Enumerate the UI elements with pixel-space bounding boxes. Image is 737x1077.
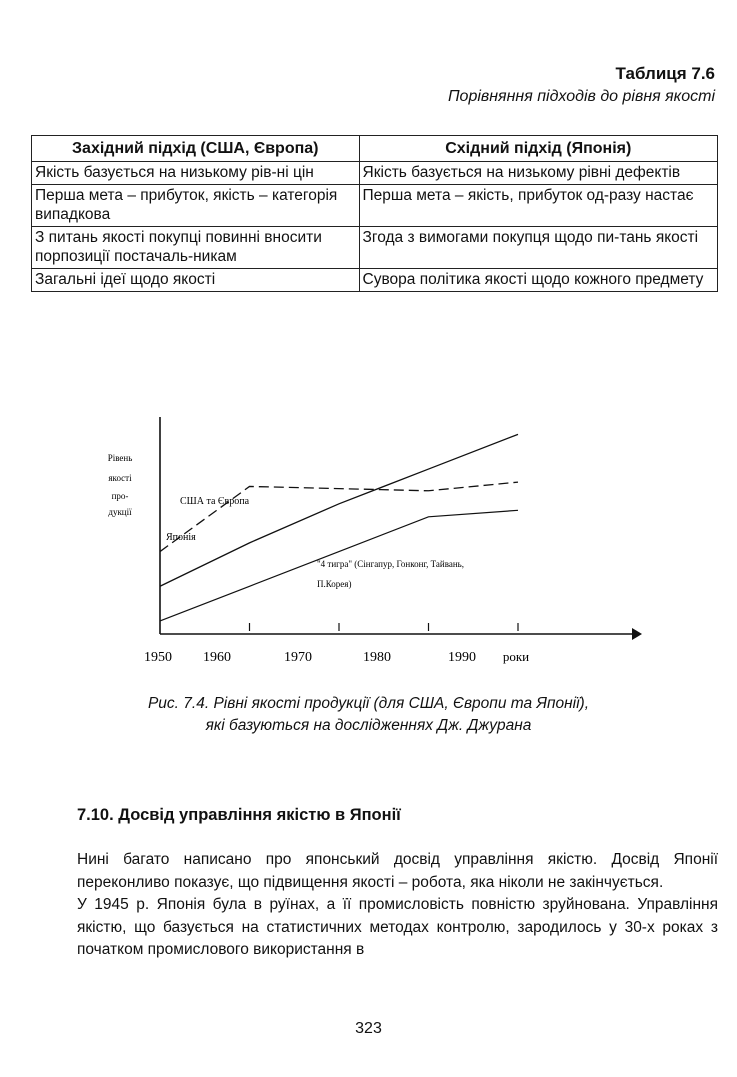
x-unit-label: роки [502, 649, 530, 664]
cell-eastern: Перша мета – якість, прибуток од-разу настає [359, 185, 717, 227]
x-tick-label: 1990 [448, 650, 476, 665]
quality-level-chart [100, 405, 660, 675]
figure-caption-line-1: Рис. 7.4. Рівні якості продукції (для США, Європи та Японії), [147, 695, 590, 712]
series-label-japan: Японія [166, 532, 196, 543]
y-label-line-1: Рівень [107, 453, 133, 463]
figure-caption [0, 693, 737, 737]
x-tick-label: 1950 [144, 650, 172, 665]
cell-western: Перша мета – прибуток, якість – категорія випадкова [32, 185, 360, 227]
header-western: Західний підхід (США, Європа) [32, 136, 360, 162]
cell-western: З питань якості покупці повинні вносити порпозиції постачаль-никам [32, 227, 360, 269]
figure-caption-line-2: які базуються на дослідженнях Дж. Джурана [205, 717, 532, 734]
y-label-line-3: про- [111, 491, 129, 501]
cell-western: Якість базується на низькому рів-ні цін [32, 162, 360, 185]
x-tick-label: 1980 [363, 650, 391, 665]
table-header-row [32, 136, 718, 162]
table-number: Таблиця 7.6 [615, 64, 715, 83]
y-label-line-4: дукції [108, 507, 132, 517]
section-title: 7.10. Досвід управління якістю в Японії [77, 806, 401, 824]
table-row [32, 269, 718, 292]
series-label-tigers-1: "4 тигра" (Сінгапур, Гонконг, Тайвань, [317, 559, 465, 569]
header-eastern: Східний підхід (Японія) [359, 136, 717, 162]
table-row [32, 185, 718, 227]
series-label-usa-europe: США та Європа [180, 496, 250, 507]
x-axis-arrow-icon [632, 628, 642, 640]
comparison-table [31, 135, 718, 292]
paragraph: Нині багато написано про японський досвід управління якістю. Досвід Японії переконливо показує, що підвищення якості – робота, яка ніколи не закінчується. [77, 851, 718, 891]
paragraph: У 1945 р. Японія була в руїнах, а її промисловість повністю зруйнована. Управління якістю, що базується на статистичних методах контролю, зародилось у 30-х роках з початком промислового використання в [77, 896, 718, 958]
y-label-line-2: якості [108, 473, 132, 483]
section-body [77, 849, 718, 962]
x-tick-label: 1960 [203, 650, 231, 665]
series-usa-europe [160, 482, 518, 551]
cell-eastern: Якість базується на низькому рівні дефектів [359, 162, 717, 185]
x-tick-label: 1970 [284, 650, 312, 665]
cell-eastern: Згода з вимогами покупця щодо пи-тань якості [359, 227, 717, 269]
table-row [32, 162, 718, 185]
cell-eastern: Сувора політика якості щодо кожного предмету [359, 269, 717, 292]
series-label-tigers-2: П.Корея) [317, 579, 352, 589]
cell-western: Загальні ідеї щодо якості [32, 269, 360, 292]
table-caption: Порівняння підходів до рівня якості [447, 88, 715, 105]
table-row [32, 227, 718, 269]
page-number: 323 [355, 1020, 382, 1037]
